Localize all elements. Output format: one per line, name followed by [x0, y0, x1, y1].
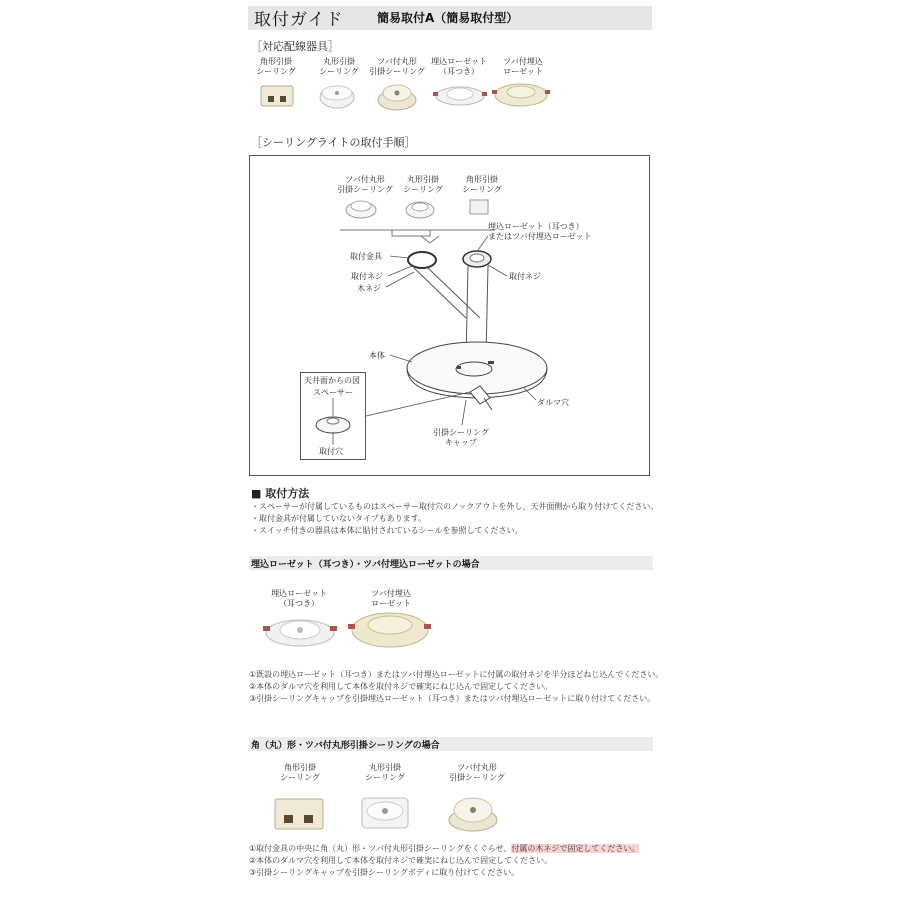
case2-step-2: ②本体のダルマ穴を利用して本体を取付ネジで確実にねじ込んで固定してください。	[249, 856, 553, 865]
compatible-label-round: 丸形引掛 シーリング	[319, 57, 359, 76]
case2-round-image	[362, 798, 408, 828]
case1-step-1: ①既設の埋込ローゼット（耳つき）またはツバ付埋込ローゼットに付属の取付ネジを半分ほどねじ込んでください。	[249, 670, 664, 679]
daruma-hole-label: ダルマ穴	[537, 398, 569, 407]
case2-step-1: ①取付金具の中央に角（丸）形・ツバ付丸形引掛シーリングをくぐらせ、付属の木ネジで固定してください。	[249, 844, 640, 853]
compatible-label-flange-round: ツバ付丸形 引掛シーリング	[369, 57, 425, 76]
method-note-1: ・スペーサーが付属しているものはスペーサー取付穴のノックアウトを外し、天井面側から取り付けてください。	[251, 502, 659, 511]
case2-flange-round-image	[449, 798, 497, 831]
compatible-label-flange-embedded: ツバ付埋込 ローゼット	[503, 57, 543, 76]
compatible-label-square: 角形引掛 シーリング	[256, 57, 296, 76]
case2-step-3: ③引掛シーリングキャップを引掛シーリングボディに取り付けてください。	[249, 868, 520, 877]
case2-square-image	[275, 799, 323, 829]
screw-label: 取付ネジ	[351, 272, 383, 281]
body-label: 本体	[369, 351, 385, 360]
case2-heading: 角（丸）形・ツバ付丸形引掛シーリングの場合	[251, 741, 440, 751]
case1-heading: 埋込ローゼット（耳つき）・ツバ付埋込ローゼットの場合	[251, 560, 480, 570]
case1-label-embedded: 埋込ローゼット （耳つき）	[271, 589, 327, 608]
case2-label-flange-round: ツバ付丸形 引掛シーリング	[449, 763, 505, 782]
inset-spacer-label: スペーサー	[313, 388, 353, 397]
inset-hole-label: 取付穴	[319, 447, 343, 456]
method-heading: ■ 取付方法	[251, 487, 310, 500]
method-note-3: ・スイッチ付きの器具は本体に貼付されているシールを参照してください。	[251, 526, 523, 535]
case2-label-square: 角形引掛 シーリング	[280, 763, 320, 782]
case2-label-round: 丸形引掛 シーリング	[365, 763, 405, 782]
wood-screw-label: 木ネジ	[357, 284, 381, 293]
inset-title: 天井面からの図	[304, 376, 360, 385]
page-title: 取付ガイド	[254, 10, 344, 30]
case1-label-flange-embedded: ツバ付埋込 ローゼット	[371, 589, 411, 608]
page-subtitle: 簡易取付A（簡易取付型）	[377, 11, 519, 25]
case1-step-2: ②本体のダルマ穴を利用して本体を取付ネジで確実にねじ込んで固定してください。	[249, 682, 553, 691]
method-note-2: ・取付金具が付属していないタイプもあります。	[251, 514, 426, 523]
compatible-heading: ［対応配線器具］	[251, 40, 339, 53]
diag-label-round: 丸形引掛 シーリング	[403, 175, 443, 194]
screw-label-right: 取付ネジ	[509, 272, 541, 281]
rosette-label: 埋込ローゼット（耳つき） またはツバ付埋込ローゼット	[488, 222, 592, 241]
case1-step-3: ③引掛シーリングキャップを引掛埋込ローゼット（耳つき）またはツバ付埋込ローゼットに取り付けてください。	[249, 694, 656, 703]
diag-label-square: 角形引掛 シーリング	[462, 175, 502, 194]
procedure-heading: ［シーリングライトの取付手順］	[251, 136, 416, 149]
diag-label-flange-round: ツバ付丸形 引掛シーリング	[337, 175, 393, 194]
bracket-label: 取付金具	[350, 252, 382, 261]
compatible-label-embedded: 埋込ローゼット （耳つき）	[431, 57, 487, 76]
cap-label: 引掛シーリング キャップ	[433, 428, 489, 447]
